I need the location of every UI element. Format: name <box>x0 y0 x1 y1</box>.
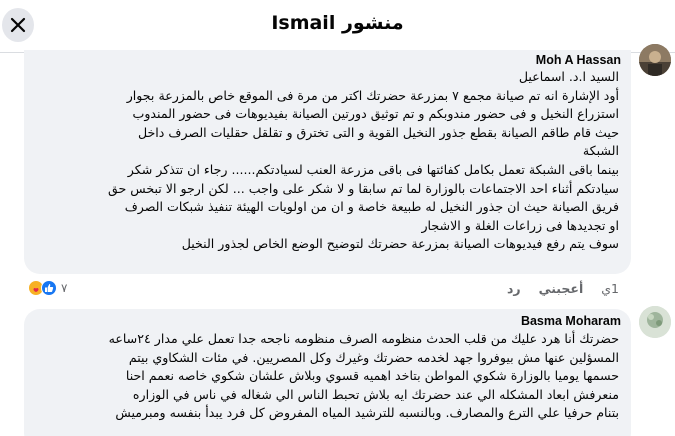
comment-line: المسؤلين عنها مش بيوفروا جهد لخدمه حضرتك وغيرك وكل المصريين. في مئات الشكاوي بيتم <box>128 349 619 365</box>
comment-bubble <box>24 309 631 436</box>
comment-line: سوف يتم رفع فيديوهات الصيانة بمزرعة حضرتك لتوضيح الوضع الخاص لجذور النخيل <box>181 236 619 252</box>
comment-author[interactable]: Moh A Hassan <box>535 53 621 67</box>
comment-line: او تجديدها فى زراعات الغلة و الاشجار <box>421 217 619 233</box>
like-button[interactable]: أعجبني <box>538 281 584 296</box>
comment-line: بتنام حرفيا علي الترع والمصارف. وبالنسبه للترشيد المياه المفروض كل فرد يبدأ بنفسه ومبرميش <box>115 405 619 421</box>
avatar[interactable] <box>639 44 671 76</box>
avatar-photo-icon <box>639 44 671 76</box>
reply-button[interactable]: رد <box>506 281 521 296</box>
comment-text <box>34 330 619 423</box>
comment-line: فريق الصيانة حيث ان جذور النخيل له طبيعة خاصة و ان من اولويات الهيئة تنفيذ شبكات الصرف <box>124 199 619 215</box>
reaction-summary[interactable] <box>28 279 67 297</box>
like-reaction-icon <box>41 280 57 296</box>
comment-line: أود الإشارة انه تم صيانة مجمع ٧ بمزرعة حضرتك اكتر من مرة فى الموقع خاص بالمزرعة بجوار <box>126 87 619 103</box>
reaction-count: ٧ <box>61 281 68 295</box>
avatar-photo-icon <box>639 306 671 338</box>
comment-author[interactable]: Basma Moharam <box>520 314 621 328</box>
avatar[interactable] <box>639 306 671 338</box>
comment-line: الشبكة <box>582 143 619 159</box>
comment-timestamp[interactable]: 1ي <box>601 281 619 296</box>
page-title: منشور Ismail <box>271 12 404 34</box>
post-header <box>0 0 675 53</box>
comment-bubble <box>24 50 631 274</box>
comment-line: حضرتك أنا هرد عليك من قلب الحدث منظومه الصرف منظومه ناجحه جدا تعمل علي مدار ٢٤ساعه <box>108 331 619 346</box>
comment-line: حيث قام طاقم الصيانة بقطع جذور النخيل القوية و التى تخترق و تقلقل حقليات الصرف داخل <box>137 124 619 140</box>
comment-actions <box>489 281 619 296</box>
comment-line: استزراع النخيل و فى حضور مندوبكم و تم توثيق دورتين الصيانة بفيديوهات فى حضور المندوب <box>132 106 619 122</box>
comment-text <box>34 68 619 254</box>
comment-line: السيد ا.د. اسماعيل <box>518 69 619 84</box>
comment-line: منعرفش ابعاد المشكله الي عند حضرتك ايه بلاش تحبط الناس الي شغاله في ناس في الوزاره <box>132 386 619 402</box>
comment-line: سيادتكم أثناء احد الاجتماعات بالوزارة لما تم سابقا و لا شكر على واجب ... لكن ارجو الا تبخس حق <box>108 180 619 196</box>
comment-line: بينما باقى الشبكة تعمل بكامل كفائتها فى باقى مزرعة العنب لسيادتكم...... رجاء ان تتذكر شكر <box>127 161 619 177</box>
comment-line: حسمها يوميا بالوزارة شكوي المواطن بتاخد اهميه قسوي وبلاش علشان شكوي خاصه نعمم احنا <box>125 368 619 384</box>
